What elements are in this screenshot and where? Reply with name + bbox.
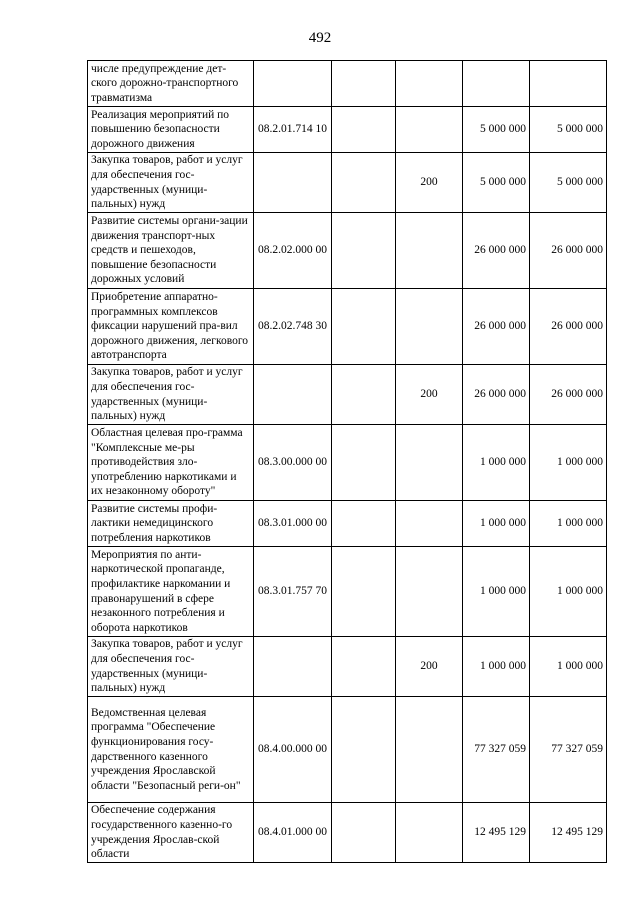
row-code: 08.2.02.000 00 bbox=[254, 213, 332, 289]
row-name: Развитие системы профи-лактики немедицинского потребления наркотиков bbox=[88, 501, 254, 547]
table-row bbox=[88, 153, 607, 213]
row-expense-type: 200 bbox=[396, 637, 463, 697]
table-row bbox=[88, 547, 607, 637]
row-code: 08.3.01.000 00 bbox=[254, 501, 332, 547]
row-sum-1: 5 000 000 bbox=[463, 153, 530, 213]
row-name: Закупка товаров, работ и услуг для обеспечения гос-ударственных (муници-пальных) нужд bbox=[88, 153, 254, 213]
row-code bbox=[254, 61, 332, 107]
row-sum-1: 1 000 000 bbox=[463, 637, 530, 697]
table-row bbox=[88, 61, 607, 107]
table-row bbox=[88, 803, 607, 863]
table-row bbox=[88, 107, 607, 153]
row-sum-1: 77 327 059 bbox=[463, 697, 530, 803]
row-sum-2: 5 000 000 bbox=[530, 107, 607, 153]
row-name: Развитие системы органи-зации движения транспорт-ных средств и пешеходов, повышение безопасности дорожных условий bbox=[88, 213, 254, 289]
row-name: числе предупреждение дет-ского дорожно-транспортного травматизма bbox=[88, 61, 254, 107]
table-row bbox=[88, 697, 607, 803]
row-code bbox=[254, 637, 332, 697]
row-name: Закупка товаров, работ и услуг для обеспечения гос-ударственных (муници-пальных) нужд bbox=[88, 637, 254, 697]
row-blank-cell bbox=[332, 425, 396, 501]
row-code: 08.2.01.714 10 bbox=[254, 107, 332, 153]
row-expense-type bbox=[396, 425, 463, 501]
row-code: 08.2.02.748 30 bbox=[254, 289, 332, 365]
row-code: 08.3.00.000 00 bbox=[254, 425, 332, 501]
row-blank-cell bbox=[332, 153, 396, 213]
page-number: 492 bbox=[308, 30, 332, 46]
row-blank-cell bbox=[332, 365, 396, 425]
table-row bbox=[88, 289, 607, 365]
row-blank-cell bbox=[332, 213, 396, 289]
table-row bbox=[88, 213, 607, 289]
table-row bbox=[88, 637, 607, 697]
row-name: Областная целевая про-грамма "Комплексные ме-ры противодействия зло-употреблению наркотиками и их незаконному обороту" bbox=[88, 425, 254, 501]
row-expense-type bbox=[396, 803, 463, 863]
row-sum-2: 26 000 000 bbox=[530, 289, 607, 365]
table-row bbox=[88, 365, 607, 425]
row-sum-2: 5 000 000 bbox=[530, 153, 607, 213]
row-blank-cell bbox=[332, 289, 396, 365]
row-expense-type bbox=[396, 697, 463, 803]
row-sum-1: 1 000 000 bbox=[463, 425, 530, 501]
row-sum-1: 26 000 000 bbox=[463, 365, 530, 425]
row-sum-1: 5 000 000 bbox=[463, 107, 530, 153]
table-row bbox=[88, 425, 607, 501]
row-blank-cell bbox=[332, 501, 396, 547]
row-sum-2: 1 000 000 bbox=[530, 637, 607, 697]
row-blank-cell bbox=[332, 107, 396, 153]
row-expense-type bbox=[396, 213, 463, 289]
row-name: Закупка товаров, работ и услуг для обеспечения гос-ударственных (муници-пальных) нужд bbox=[88, 365, 254, 425]
row-code bbox=[254, 365, 332, 425]
row-expense-type bbox=[396, 107, 463, 153]
row-code: 08.3.01.757 70 bbox=[254, 547, 332, 637]
row-expense-type bbox=[396, 547, 463, 637]
row-sum-2 bbox=[530, 61, 607, 107]
row-sum-2: 1 000 000 bbox=[530, 425, 607, 501]
row-sum-2: 1 000 000 bbox=[530, 501, 607, 547]
row-expense-type bbox=[396, 501, 463, 547]
row-sum-1: 1 000 000 bbox=[463, 501, 530, 547]
row-sum-2: 1 000 000 bbox=[530, 547, 607, 637]
row-blank-cell bbox=[332, 61, 396, 107]
table-row bbox=[88, 501, 607, 547]
row-sum-1: 26 000 000 bbox=[463, 289, 530, 365]
row-sum-2: 26 000 000 bbox=[530, 213, 607, 289]
row-blank-cell bbox=[332, 637, 396, 697]
row-code: 08.4.01.000 00 bbox=[254, 803, 332, 863]
row-sum-2: 12 495 129 bbox=[530, 803, 607, 863]
row-expense-type: 200 bbox=[396, 365, 463, 425]
row-sum-2: 26 000 000 bbox=[530, 365, 607, 425]
row-blank-cell bbox=[332, 697, 396, 803]
row-name: Ведомственная целевая программа "Обеспечение функционирования госу-дарственного казенного учреждения Ярославской области "Безопасный реги-он" bbox=[88, 697, 254, 803]
row-name: Реализация мероприятий по повышению безопасности дорожного движения bbox=[88, 107, 254, 153]
row-sum-1: 12 495 129 bbox=[463, 803, 530, 863]
row-sum-1 bbox=[463, 61, 530, 107]
row-name: Мероприятия по анти-наркотической пропаганде, профилактике наркомании и правонарушений в сфере незаконного потребления и оборота наркотиков bbox=[88, 547, 254, 637]
row-expense-type: 200 bbox=[396, 153, 463, 213]
row-blank-cell bbox=[332, 803, 396, 863]
row-name: Обеспечение содержания государственного казенно-го учреждения Ярослав-ской области bbox=[88, 803, 254, 863]
row-blank-cell bbox=[332, 547, 396, 637]
row-name: Приобретение аппаратно-программных комплексов фиксации нарушений пра-вил дорожного движения, легкового автотранспорта bbox=[88, 289, 254, 365]
budget-table bbox=[87, 60, 607, 863]
row-sum-2: 77 327 059 bbox=[530, 697, 607, 803]
row-expense-type bbox=[396, 61, 463, 107]
row-sum-1: 1 000 000 bbox=[463, 547, 530, 637]
row-expense-type bbox=[396, 289, 463, 365]
row-code: 08.4.00.000 00 bbox=[254, 697, 332, 803]
row-sum-1: 26 000 000 bbox=[463, 213, 530, 289]
row-code bbox=[254, 153, 332, 213]
